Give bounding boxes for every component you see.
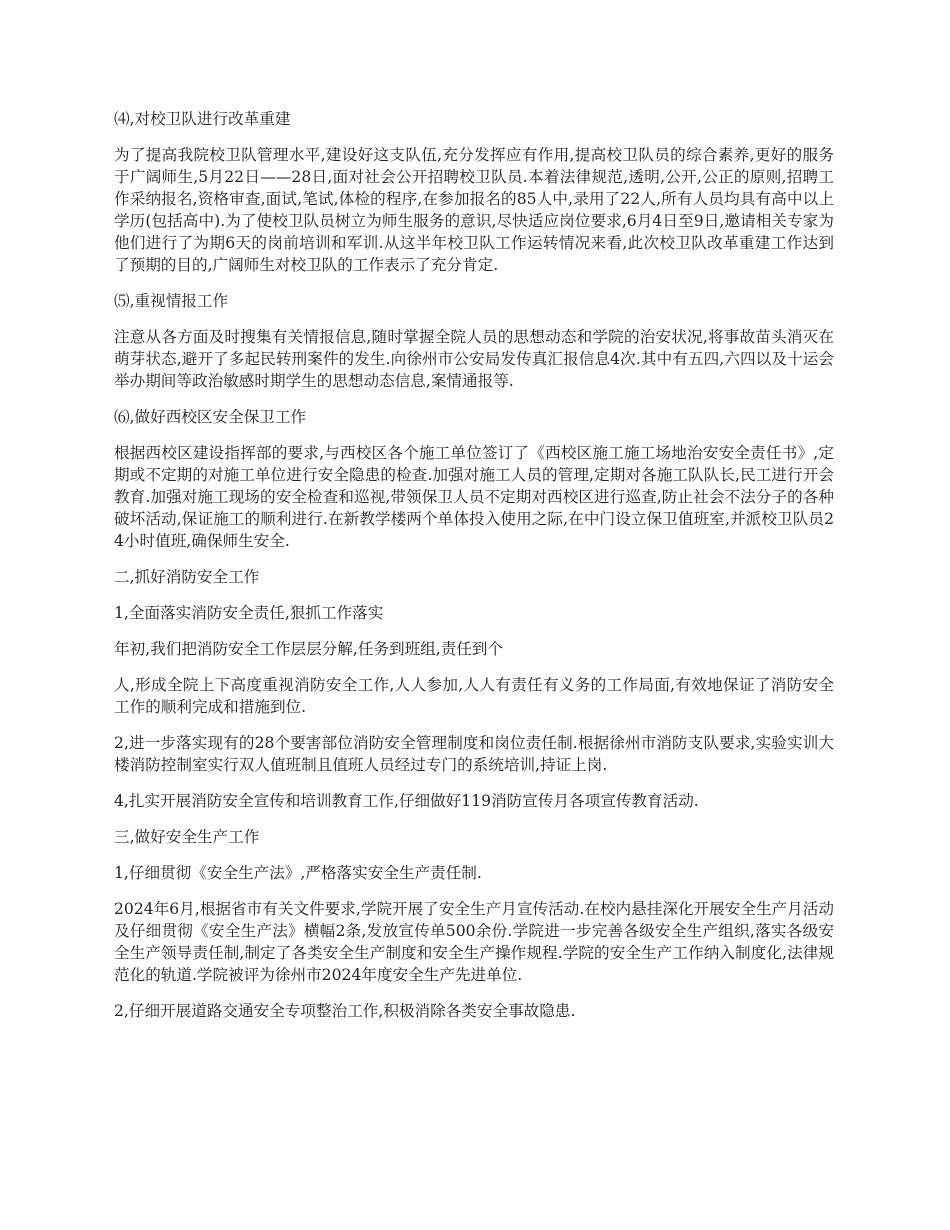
section-heading-production-safety: 三,做好安全生产工作: [114, 828, 260, 846]
subheading-traffic-safety: 2,仔细开展道路交通安全专项整治工作,积极消除各类安全事故隐患.: [114, 1002, 576, 1020]
subheading-safety-law: 1,仔细贯彻《安全生产法》,严格落实安全生产责任制.: [114, 864, 482, 882]
paragraph-fire-education: 4,扎实开展消防安全宣传和培训教育工作,仔细做好119消防宣传月各项宣传教育活动.: [114, 792, 699, 810]
section-heading-fire-safety: 二,抓好消防安全工作: [114, 568, 260, 586]
paragraph-safety-month: 2024年6月,根据省市有关文件要求,学院开展了安全生产月宣传活动.在校内悬挂深化开展安全生产月活动及仔细贯彻《安全生产法》横幅2条,发放宣传单500余份.学院进一步完善各级安全生产组织,落实各级安全生产领导责任制,制定了各类安全生产制度和安全生产操作规程.学院的安全生产工作纳入制度化,法律规范化的轨道.学院被评为徐州市2024年度安全生产先进单位.: [114, 900, 834, 984]
section-heading-west-campus-security: ⑹,做好西校区安全保卫工作: [114, 408, 307, 426]
section-heading-school-guard-reform: ⑷,对校卫队进行改革重建: [114, 110, 291, 128]
paragraph-fire-start: 年初,我们把消防安全工作层层分解,任务到班组,责任到个: [114, 640, 504, 658]
paragraph-intelligence-work: 注意从各方面及时搜集有关情报信息,随时掌握全院人员的思想动态和学院的治安状况,将事故苗头消灭在萌芽状态,避开了多起民转刑案件的发生.向徐州市公安局发传真汇报信息4次.其中有五四,六四以及十运会举办期间等政治敏感时期学生的思想动态信息,案情通报等.: [114, 328, 834, 390]
section-heading-intelligence-work: ⑸,重视情报工作: [114, 292, 229, 310]
paragraph-key-locations: 2,进一步落实现有的28个要害部位消防安全管理制度和岗位责任制.根据徐州市消防支队要求,实验实训大楼消防控制室实行双人值班制且值班人员经过专门的系统培训,持证上岗.: [114, 734, 834, 774]
paragraph-school-guard-reform: 为了提高我院校卫队管理水平,建设好这支队伍,充分发挥应有作用,提高校卫队员的综合素养,更好的服务于广阔师生,5月22日——28日,面对社会公开招聘校卫队员.本着法律规范,透明,公开,公正的原则,招聘工作采纳报名,资格审查,面试,笔试,体检的程序,在参加报名的85人中,录用了22人,所有人员均具有高中以上学历(包括高中).为了使校卫队员树立为师生服务的意识,尽快适应岗位要求,6月4日至9日,邀请相关专家为他们进行了为期6天的岗前培训和军训.从这半年校卫队工作运转情况来看,此次校卫队改革重建工作达到了预期的目的,广阔师生对校卫队的工作表示了充分肯定.: [114, 146, 834, 274]
paragraph-west-campus-security: 根据西校区建设指挥部的要求,与西校区各个施工单位签订了《西校区施工施工场地治安安全责任书》,定期或不定期的对施工单位进行安全隐患的检查.加强对施工人员的管理,定期对各施工队队长,民工进行开会教育.加强对施工现场的安全检查和巡视,带领保卫人员不定期对西校区进行巡查,防止社会不法分子的各种破坏活动,保证施工的顺利进行.在新教学楼两个单体投入使用之际,在中门设立保卫值班室,并派校卫队员24小时值班,确保师生安全.: [114, 444, 834, 550]
subheading-fire-responsibility: 1,全面落实消防安全责任,狠抓工作落实: [114, 604, 384, 622]
paragraph-fire-continued: 人,形成全院上下高度重视消防安全工作,人人参加,人人有责任有义务的工作局面,有效地保证了消防安全工作的顺利完成和措施到位.: [114, 676, 834, 716]
